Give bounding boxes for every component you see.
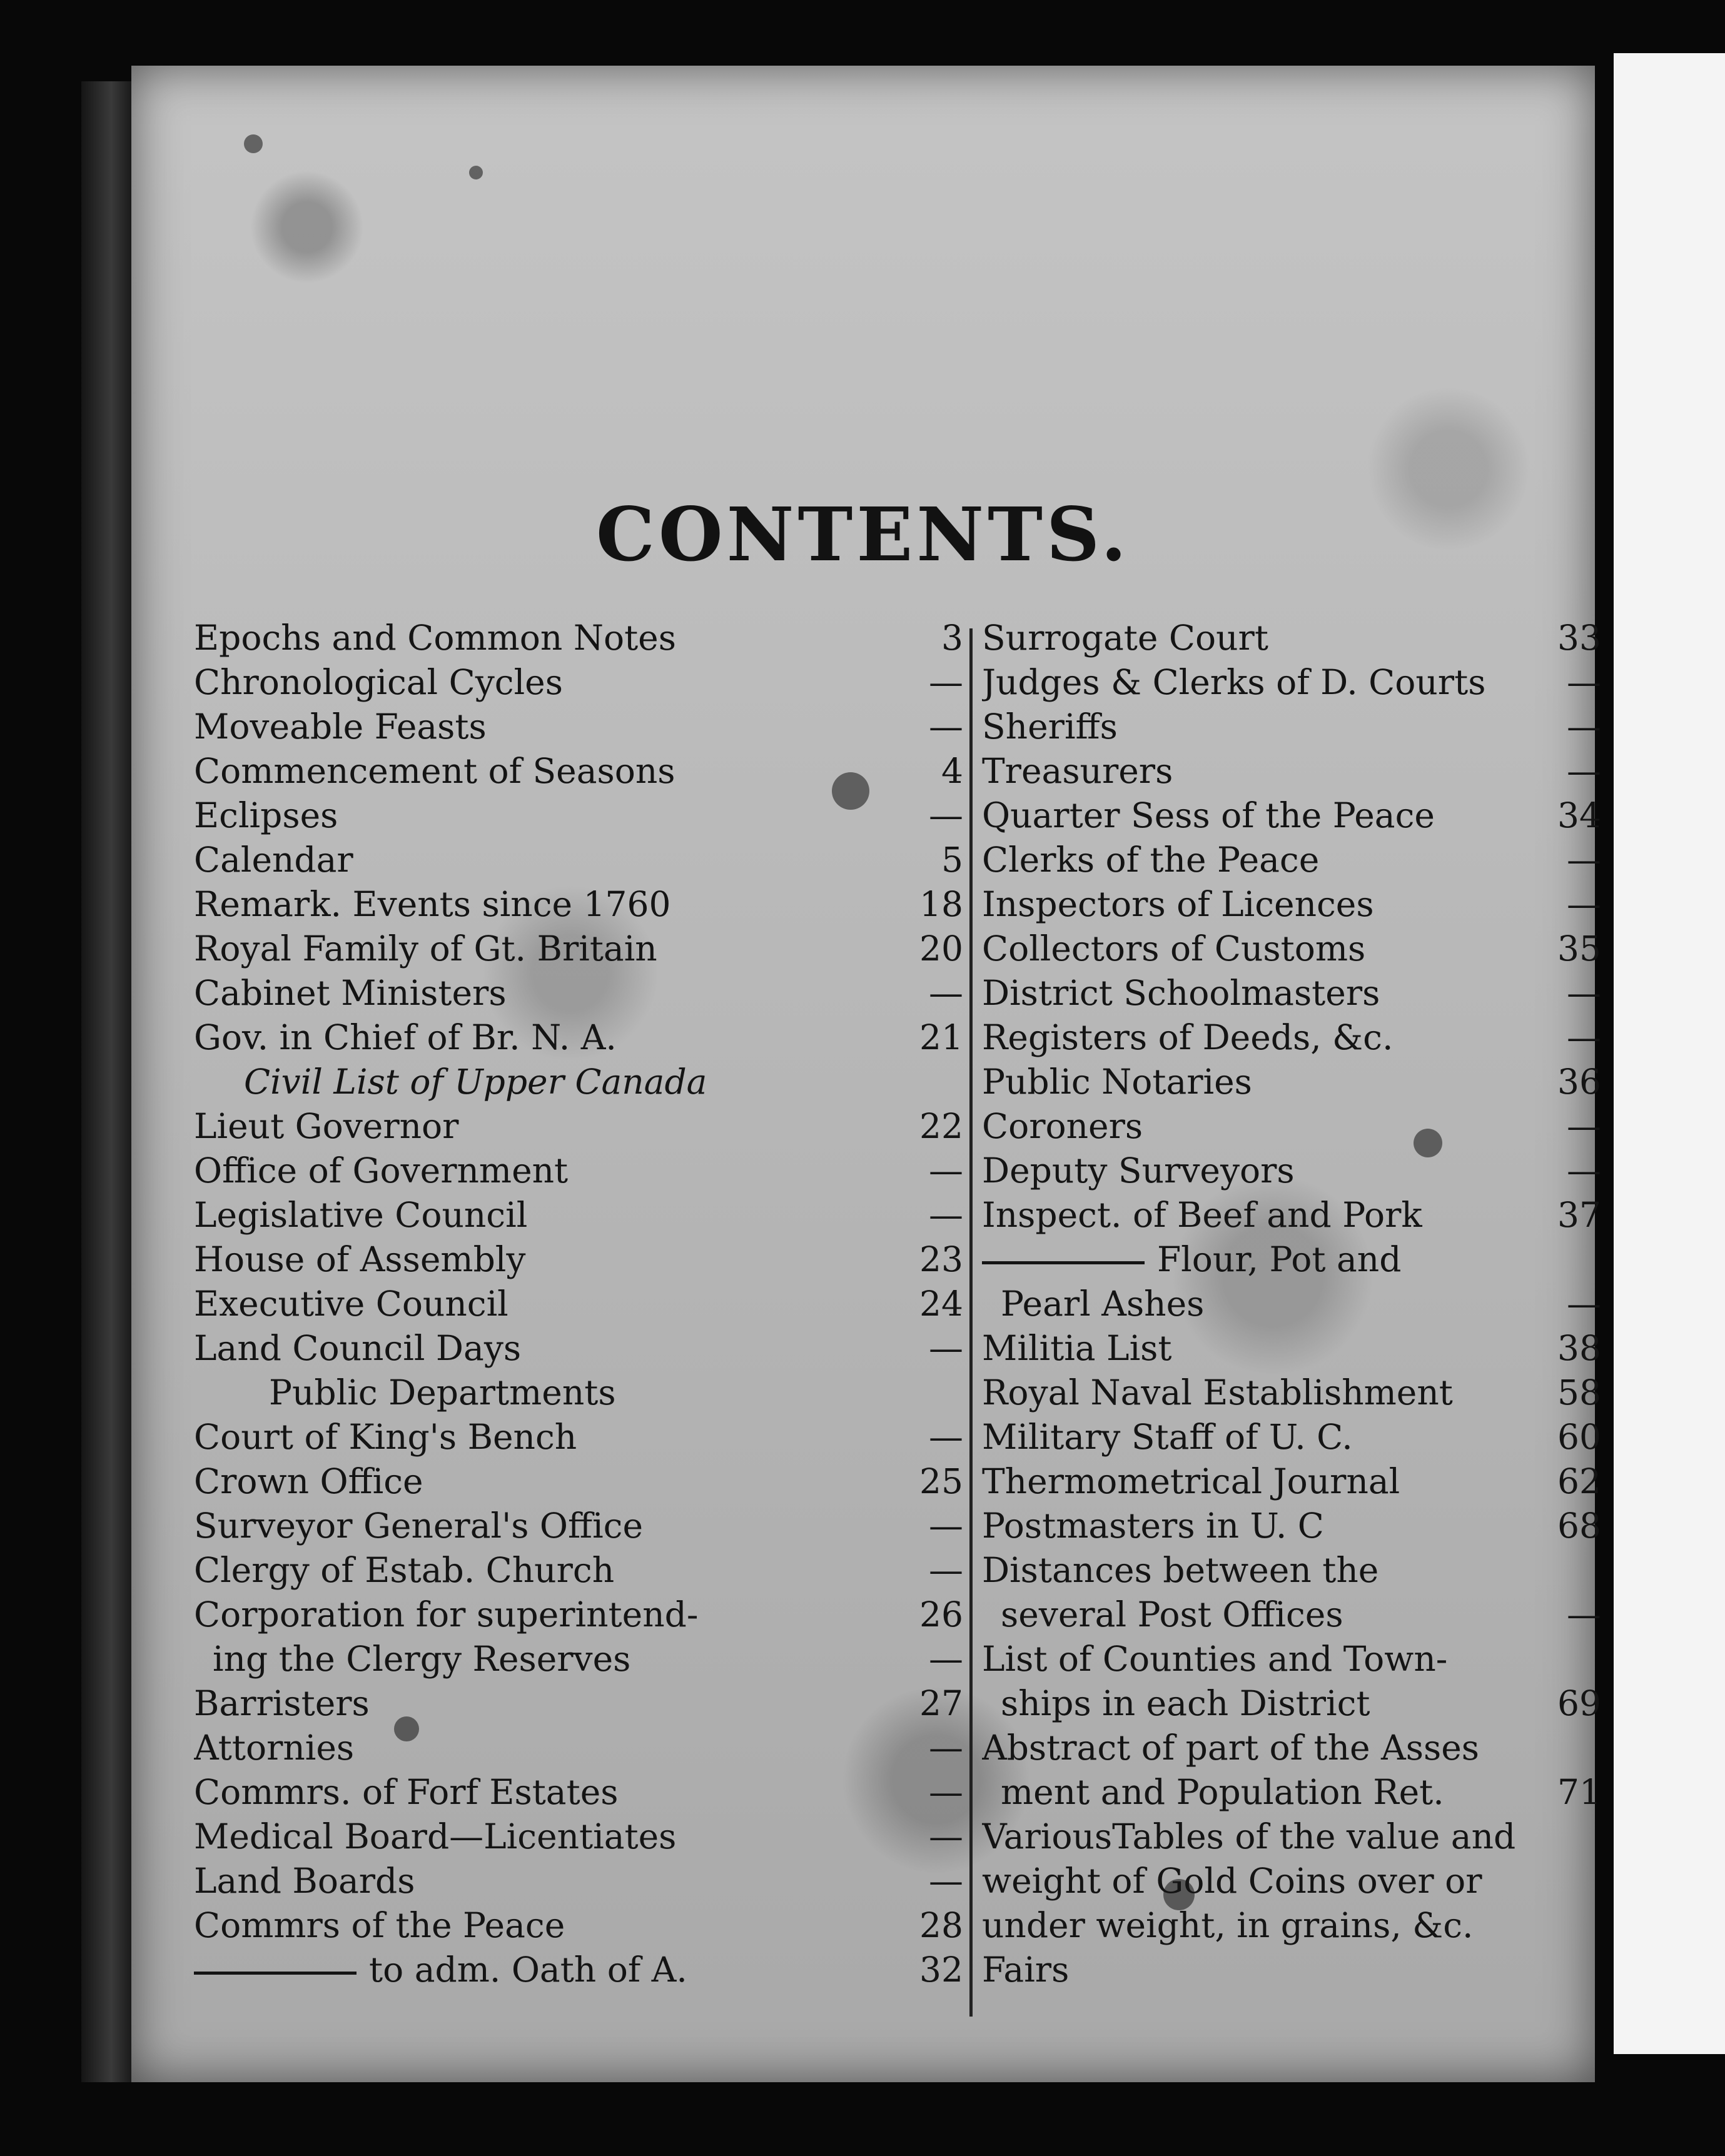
contents-entry — [194, 1193, 963, 1237]
contents-entry — [194, 1504, 963, 1548]
contents-section-heading — [194, 1371, 963, 1415]
contents-entry — [194, 882, 963, 927]
contents-entry — [982, 971, 1601, 1015]
entry-title: Executive Council — [194, 1284, 508, 1324]
contents-entry — [194, 1815, 963, 1859]
contents-entry — [982, 927, 1601, 971]
entry-title: Calendar — [194, 840, 353, 880]
contents-entry — [982, 1326, 1601, 1371]
contents-entry — [982, 838, 1601, 882]
entry-title: House of Assembly — [194, 1239, 526, 1279]
entry-title: Land Council Days — [194, 1328, 522, 1368]
entry-title: under weight, in grains, &c. — [982, 1905, 1474, 1945]
contents-entry-continuation — [194, 1637, 963, 1681]
entry-title: Coroners — [982, 1106, 1143, 1146]
entry-page: — — [929, 1417, 963, 1457]
entry-title: District Schoolmasters — [982, 973, 1380, 1013]
contents-entry-continuation — [982, 1681, 1601, 1726]
entry-title: VariousTables of the value and — [982, 1816, 1516, 1856]
entry-title: Inspect. of Beef and Pork — [982, 1195, 1422, 1235]
entry-page: 33 — [1557, 618, 1601, 658]
entry-page: 26 — [919, 1594, 963, 1635]
ditto-rule — [194, 1972, 357, 1975]
entry-page: — — [1567, 840, 1601, 880]
entry-page: — — [1567, 1017, 1601, 1057]
entry-title: Thermometrical Journal — [982, 1461, 1400, 1501]
contents-entry — [194, 1548, 963, 1593]
page-title: CONTENTS. — [595, 491, 1131, 578]
column-divider — [969, 628, 973, 2017]
contents-entry — [982, 1015, 1601, 1060]
entry-page: 69 — [1557, 1683, 1601, 1723]
contents-entry — [982, 749, 1601, 793]
section-title: Civil List of Upper Canada — [244, 1062, 707, 1102]
entry-page: — — [929, 1506, 963, 1546]
entry-title: Commrs. of Forf Estates — [194, 1772, 619, 1812]
contents-entry — [194, 1415, 963, 1459]
entry-page: 4 — [941, 751, 963, 791]
entry-page: — — [929, 1328, 963, 1368]
entry-title: Inspectors of Licences — [982, 884, 1374, 924]
entry-title: Epochs and Common Notes — [194, 618, 676, 658]
entry-title: Eclipses — [194, 795, 338, 835]
contents-entry — [982, 1504, 1601, 1548]
contents-entry-continuation — [982, 1903, 1601, 1948]
entry-page: 68 — [1557, 1506, 1601, 1546]
entry-title: to adm. Oath of A. — [369, 1950, 687, 1990]
entry-title: Judges & Clerks of D. Courts — [982, 662, 1486, 702]
entry-page: 35 — [1557, 929, 1601, 969]
contents-page — [131, 66, 1601, 2082]
contents-entry — [194, 927, 963, 971]
contents-entry — [194, 1282, 963, 1326]
entry-title: Militia List — [982, 1328, 1172, 1368]
entry-title: Medical Board—Licentiates — [194, 1816, 677, 1856]
entry-title: Attornies — [194, 1728, 355, 1768]
entry-title: List of Counties and Town- — [982, 1639, 1448, 1679]
contents-entry-continuation — [194, 1948, 963, 1992]
contents-entry — [982, 1371, 1601, 1415]
contents-section-heading — [194, 1060, 963, 1104]
contents-entry — [194, 1326, 963, 1371]
contents-entry — [194, 705, 963, 749]
contents-entry — [194, 1459, 963, 1504]
entry-page: 25 — [919, 1461, 963, 1501]
entry-title: several Post Offices — [1001, 1594, 1343, 1635]
entry-page: 28 — [919, 1905, 963, 1945]
contents-entry — [194, 1903, 963, 1948]
contents-entry — [982, 1815, 1601, 1859]
entry-page: — — [1567, 707, 1601, 747]
entry-page: 34 — [1557, 795, 1601, 835]
entry-title-with-rule — [194, 1948, 901, 1992]
facing-page-edge — [1614, 53, 1725, 2054]
entry-page: — — [1567, 884, 1601, 924]
contents-entry — [194, 660, 963, 705]
entry-title: Royal Naval Establishment — [982, 1373, 1453, 1413]
entry-title: Treasurers — [982, 751, 1173, 791]
entry-title-with-rule — [982, 1237, 1539, 1282]
entry-title: Remark. Events since 1760 — [194, 884, 671, 924]
entry-title: Court of King's Bench — [194, 1417, 577, 1457]
entry-title: Corporation for superintend- — [194, 1594, 699, 1635]
entry-title: weight of Gold Coins over or — [982, 1861, 1482, 1901]
entry-title: Postmasters in U. C — [982, 1506, 1324, 1546]
entry-title: Office of Government — [194, 1151, 569, 1191]
contents-entry — [982, 882, 1601, 927]
entry-page: — — [1567, 662, 1601, 702]
entry-title: Abstract of part of the Asses — [982, 1728, 1480, 1768]
entry-page: — — [929, 1639, 963, 1679]
entry-title: Moveable Feasts — [194, 707, 487, 747]
entry-page: 18 — [919, 884, 963, 924]
entry-page: — — [1567, 1151, 1601, 1191]
entry-title: Flour, Pot and — [1157, 1239, 1402, 1279]
contents-entry — [194, 793, 963, 838]
contents-entry — [982, 1149, 1601, 1193]
contents-entry — [982, 660, 1601, 705]
entry-page: — — [929, 1728, 963, 1768]
contents-entry — [194, 1726, 963, 1770]
entry-title: Cabinet Ministers — [194, 973, 507, 1013]
contents-entry-continuation — [982, 1859, 1601, 1903]
contents-entry — [982, 1104, 1601, 1149]
contents-entry — [194, 1104, 963, 1149]
entry-page: 60 — [1557, 1417, 1601, 1457]
entry-page: — — [929, 707, 963, 747]
ink-stain — [244, 134, 263, 153]
entry-title: Royal Family of Gt. Britain — [194, 929, 657, 969]
contents-entry — [194, 1770, 963, 1815]
entry-title: Crown Office — [194, 1461, 423, 1501]
entry-title: Surveyor General's Office — [194, 1506, 644, 1546]
entry-page: 24 — [919, 1284, 963, 1324]
contents-entry — [982, 705, 1601, 749]
contents-entry — [194, 1015, 963, 1060]
entry-title: Military Staff of U. C. — [982, 1417, 1353, 1457]
entry-page: — — [1567, 1106, 1601, 1146]
contents-entry-continuation — [982, 1237, 1601, 1282]
entry-title: Barristers — [194, 1683, 370, 1723]
entry-page: 23 — [919, 1239, 963, 1279]
entry-title: Legislative Council — [194, 1195, 528, 1235]
entry-page: 58 — [1557, 1373, 1601, 1413]
entry-page: 5 — [941, 840, 963, 880]
entry-page: — — [1567, 751, 1601, 791]
contents-entry — [194, 1593, 963, 1637]
contents-entry — [194, 1237, 963, 1282]
entry-title: Gov. in Chief of Br. N. A. — [194, 1017, 617, 1057]
ditto-rule — [982, 1261, 1145, 1264]
entry-title: Clerks of the Peace — [982, 840, 1320, 880]
entry-title: ships in each District — [1001, 1683, 1370, 1723]
entry-page: 32 — [919, 1950, 963, 1990]
entry-page: 22 — [919, 1106, 963, 1146]
entry-title: Commencement of Seasons — [194, 751, 675, 791]
entry-page: — — [929, 1861, 963, 1901]
contents-entry — [982, 1459, 1601, 1504]
contents-entry — [982, 1948, 1601, 1992]
contents-entry-continuation — [982, 1770, 1601, 1815]
entry-page: — — [929, 973, 963, 1013]
entry-page: 62 — [1557, 1461, 1601, 1501]
entry-title: Distances between the — [982, 1550, 1379, 1590]
entry-title: Quarter Sess of the Peace — [982, 795, 1435, 835]
entry-page: 37 — [1557, 1195, 1601, 1235]
contents-entry — [194, 1859, 963, 1903]
contents-entry — [194, 616, 963, 660]
contents-entry — [982, 1193, 1601, 1237]
entry-page: 27 — [919, 1683, 963, 1723]
contents-entry — [982, 1726, 1601, 1770]
entry-page: — — [929, 1550, 963, 1590]
contents-entry — [194, 1149, 963, 1193]
entry-page: 71 — [1557, 1772, 1601, 1812]
entry-title: Clergy of Estab. Church — [194, 1550, 615, 1590]
entry-title: Lieut Governor — [194, 1106, 459, 1146]
contents-entry — [982, 1637, 1601, 1681]
contents-right-column — [982, 616, 1601, 1992]
contents-entry — [194, 971, 963, 1015]
entry-page: — — [929, 795, 963, 835]
entry-page: — — [929, 662, 963, 702]
entry-page: 21 — [919, 1017, 963, 1057]
contents-entry — [982, 616, 1601, 660]
entry-title: Land Boards — [194, 1861, 415, 1901]
contents-entry — [982, 1548, 1601, 1593]
entry-title: Fairs — [982, 1950, 1070, 1990]
contents-entry — [194, 838, 963, 882]
entry-page: 3 — [941, 618, 963, 658]
entry-page: — — [1567, 973, 1601, 1013]
contents-entry — [982, 1060, 1601, 1104]
entry-page: — — [929, 1151, 963, 1191]
entry-title: Pearl Ashes — [1001, 1284, 1205, 1324]
ink-stain — [469, 166, 483, 179]
entry-title: Chronological Cycles — [194, 662, 563, 702]
entry-title: Registers of Deeds, &c. — [982, 1017, 1394, 1057]
entry-page: 36 — [1557, 1062, 1601, 1102]
contents-entry — [982, 793, 1601, 838]
contents-entry — [194, 1681, 963, 1726]
entry-title: ing the Clergy Reserves — [213, 1639, 631, 1679]
entry-page: — — [1567, 1284, 1601, 1324]
entry-page: — — [1567, 1594, 1601, 1635]
book-gutter — [81, 81, 131, 2082]
entry-title: Public Notaries — [982, 1062, 1252, 1102]
entry-page: — — [929, 1195, 963, 1235]
entry-page: 20 — [919, 929, 963, 969]
contents-entry-continuation — [982, 1593, 1601, 1637]
entry-title: Collectors of Customs — [982, 929, 1366, 969]
entry-title: ment and Population Ret. — [1001, 1772, 1444, 1812]
entry-page: 38 — [1557, 1328, 1601, 1368]
section-title: Public Departments — [269, 1373, 616, 1413]
contents-left-column — [194, 616, 963, 1992]
entry-title: Commrs of the Peace — [194, 1905, 565, 1945]
contents-entry — [982, 1415, 1601, 1459]
entry-page: — — [929, 1772, 963, 1812]
contents-entry-continuation — [982, 1282, 1601, 1326]
entry-title: Sheriffs — [982, 707, 1118, 747]
entry-title: Deputy Surveyors — [982, 1151, 1295, 1191]
contents-entry — [194, 749, 963, 793]
entry-page: — — [929, 1816, 963, 1856]
entry-title: Surrogate Court — [982, 618, 1268, 658]
